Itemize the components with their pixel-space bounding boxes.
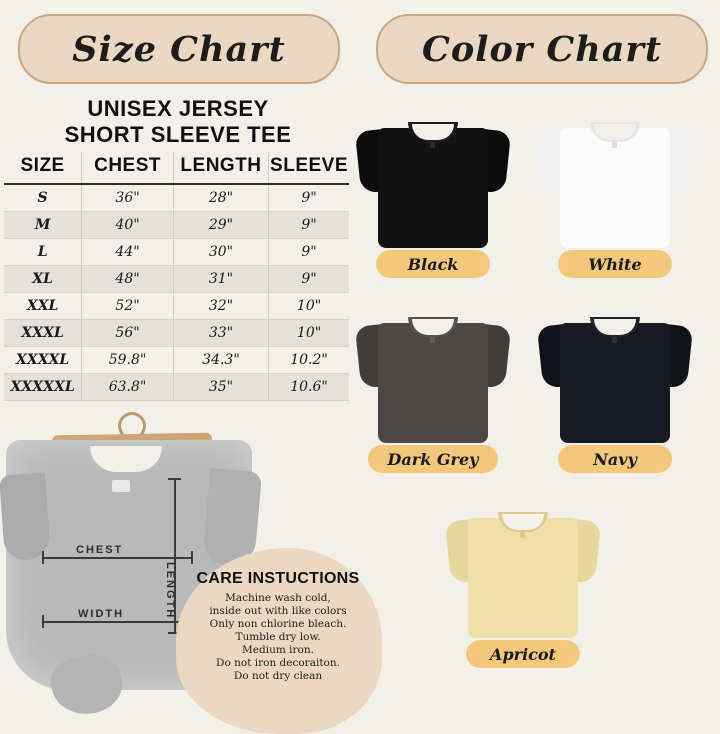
care-line: Machine wash cold, — [225, 592, 331, 604]
color-label-pill — [376, 250, 490, 278]
cell-length: 29" — [173, 212, 268, 239]
cell-size: M — [4, 212, 82, 239]
cell-sleeve: 9" — [269, 266, 349, 293]
cell-chest: 36" — [82, 184, 174, 212]
cell-sleeve: 9" — [269, 239, 349, 266]
cell-size: XL — [4, 266, 82, 293]
color-swatch-apricot — [448, 500, 598, 664]
cell-chest: 44" — [82, 239, 174, 266]
cell-length: 35" — [173, 374, 268, 401]
size-table-header-row — [4, 152, 349, 184]
cell-length: 32" — [173, 293, 268, 320]
chest-measure-line — [42, 557, 192, 559]
color-label: Navy — [593, 449, 637, 469]
tee-brand-tag — [612, 337, 617, 343]
cell-sleeve: 9" — [269, 212, 349, 239]
cell-length: 33" — [173, 320, 268, 347]
header-size: SIZE — [4, 152, 82, 184]
tee-illustration — [358, 120, 508, 248]
size-chart-heading-line1: UNISEX JERSEY — [87, 96, 269, 121]
chest-measure-tick-left — [42, 551, 44, 564]
color-label: White — [588, 254, 642, 274]
color-label: Black — [407, 254, 459, 274]
tee-brand-tag — [612, 142, 617, 148]
cell-size: L — [4, 239, 82, 266]
care-line: Only non chlorine bleach. — [209, 618, 347, 630]
tee-brand-tag — [112, 480, 130, 492]
cell-chest: 63.8" — [82, 374, 174, 401]
cell-size: S — [4, 184, 82, 212]
cell-chest: 56" — [82, 320, 174, 347]
table-row — [4, 293, 349, 320]
care-instructions-title: CARE INSTUCTIONS — [196, 570, 360, 587]
length-measure-label: LENGTH — [164, 562, 176, 620]
table-row — [4, 374, 349, 401]
length-measure-tick-top — [168, 478, 181, 480]
table-row — [4, 320, 349, 347]
cell-sleeve: 10.6" — [269, 374, 349, 401]
care-line: Do not iron decoraiton. — [216, 657, 340, 669]
width-measure-tick-left — [42, 615, 44, 628]
header-chest: CHEST — [82, 152, 174, 184]
cell-length: 34.3" — [173, 347, 268, 374]
tee-illustration — [540, 315, 690, 443]
tee-brand-tag — [430, 142, 435, 148]
color-swatch-dark-grey — [358, 305, 508, 469]
color-swatch-navy — [540, 305, 690, 469]
cell-length: 28" — [173, 184, 268, 212]
cell-size: XXXL — [4, 320, 82, 347]
cell-chest: 59.8" — [82, 347, 174, 374]
cell-chest: 48" — [82, 266, 174, 293]
tee-illustration — [358, 315, 508, 443]
care-line: Medium iron. — [242, 644, 314, 656]
color-chart-title: Color Chart — [421, 28, 663, 70]
color-chart-banner — [376, 14, 708, 84]
care-line: Do not dry clean — [233, 670, 323, 682]
cell-sleeve: 10.2" — [269, 347, 349, 374]
tee-illustration — [540, 120, 690, 248]
care-instructions — [190, 570, 366, 683]
cell-chest: 40" — [82, 212, 174, 239]
care-line: Tumble dry low. — [235, 631, 321, 643]
tee-illustration — [448, 510, 598, 638]
cell-sleeve: 9" — [269, 184, 349, 212]
care-line: inside out with like colors — [209, 605, 347, 617]
cell-sleeve: 10" — [269, 293, 349, 320]
chest-measure-label: CHEST — [76, 544, 124, 556]
cell-length: 31" — [173, 266, 268, 293]
color-label: Apricot — [490, 644, 556, 664]
color-swatch-black — [358, 110, 508, 274]
table-row — [4, 239, 349, 266]
cell-chest: 52" — [82, 293, 174, 320]
cell-size: XXL — [4, 293, 82, 320]
color-label-pill — [368, 445, 498, 473]
table-row — [4, 266, 349, 293]
tee-neckline — [90, 446, 162, 472]
cell-length: 30" — [173, 239, 268, 266]
width-measure-label: WIDTH — [78, 608, 125, 620]
color-label-pill — [558, 445, 672, 473]
header-sleeve: SLEEVE — [270, 155, 349, 176]
tee-knot — [46, 648, 128, 721]
table-row — [4, 347, 349, 374]
size-table — [4, 152, 349, 401]
tee-left-sleeve — [0, 473, 51, 562]
table-row — [4, 212, 349, 239]
cell-sleeve: 10" — [269, 320, 349, 347]
size-chart-banner — [18, 14, 340, 84]
header-length: LENGTH — [173, 152, 268, 184]
size-chart-title: Size Chart — [72, 28, 286, 70]
tee-brand-tag — [520, 532, 525, 538]
color-label-pill — [558, 250, 672, 278]
table-row — [4, 184, 349, 212]
color-label: Dark Grey — [387, 449, 479, 469]
color-label-pill — [466, 640, 580, 668]
chest-measure-tick-right — [191, 551, 193, 564]
width-measure-line — [42, 621, 192, 623]
tee-brand-tag — [430, 337, 435, 343]
cell-size: XXXXL — [4, 347, 82, 374]
cell-size: XXXXXL — [4, 374, 82, 401]
size-table-body — [4, 184, 349, 401]
size-chart-heading — [8, 96, 348, 148]
color-swatch-white — [540, 110, 690, 274]
size-chart-heading-line2: SHORT SLEEVE TEE — [64, 122, 292, 147]
